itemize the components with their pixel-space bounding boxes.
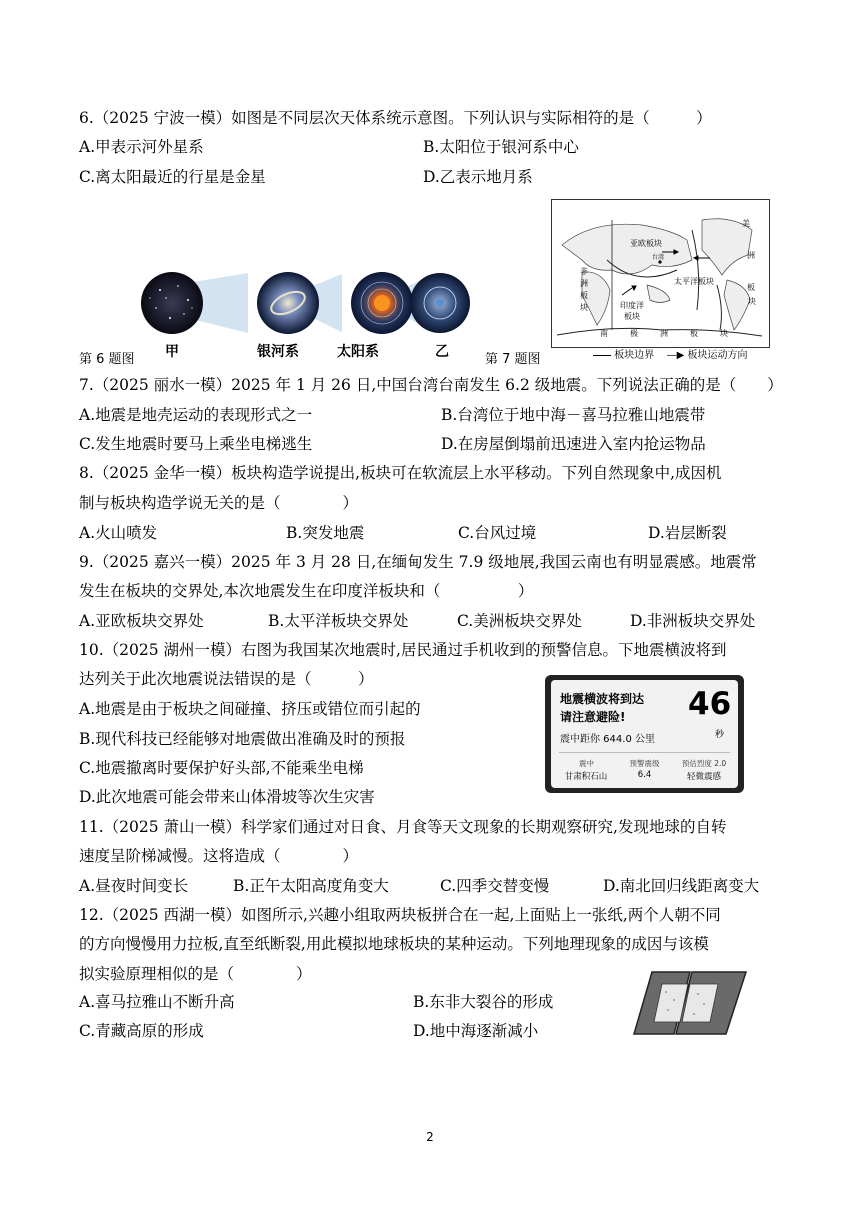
q9-stem-line2: 发生在板块的交界处,本次地震发生在印度洋板块和（ ） xyxy=(79,582,534,600)
alert-distance: 震中距你 644.0 公里 xyxy=(560,734,655,745)
label-indian-plate-2: 板块 xyxy=(624,312,640,321)
alert-col1-value: 甘肃积石山 xyxy=(564,772,608,782)
q10-option-d: D.此次地震可能会带来山体滑坡等次生灾害 xyxy=(79,788,375,806)
alert-countdown: 46 xyxy=(688,686,732,722)
q12-stem-line3: 拟实验原理相似的是（ ） xyxy=(79,965,312,983)
q6-option-b: B.太阳位于银河系中心 xyxy=(423,138,579,156)
q10-option-c: C.地震撤离时要保护好头部,不能乘坐电梯 xyxy=(79,759,364,777)
q12-option-b: B.东非大裂谷的形成 xyxy=(413,993,554,1011)
page-number: 2 xyxy=(426,1130,434,1144)
q7-stem: 7.（2025 丽水一模）2025 年 1 月 26 日,中国台湾台南发生 6.2 级地震。下列说法正确的是（ ） xyxy=(79,376,783,394)
q11-option-c: C.四季交替变慢 xyxy=(440,877,550,895)
label-antarctic-3: 洲 xyxy=(660,329,668,338)
q7-option-a: A.地震是地壳运动的表现形式之一 xyxy=(79,406,313,424)
alert-title-2: 请注意避险! xyxy=(560,710,626,724)
q10-option-a: A.地震是由于板块之间碰撞、挤压或错位而引起的 xyxy=(79,700,421,718)
label-america-3: 板 xyxy=(747,283,755,292)
alert-col3-value: 轻微震感 xyxy=(686,772,721,782)
q8-option-d: D.岩层断裂 xyxy=(648,524,727,542)
label-antarctic-5: 块 xyxy=(720,329,728,338)
label-america-2: 洲 xyxy=(747,251,755,260)
q8-option-b: B.突发地震 xyxy=(286,524,365,542)
label-jia: 甲 xyxy=(165,344,179,360)
label-eurasian-plate: 亚欧板块 xyxy=(630,239,662,248)
q12-option-a: A.喜马拉雅山不断升高 xyxy=(79,993,235,1011)
q7-option-c: C.发生地震时要马上乘坐电梯逃生 xyxy=(79,435,313,453)
label-solar-system: 太阳系 xyxy=(337,344,379,360)
q12-stem-line2: 的方向慢慢用力拉板,直至纸断裂,用此模拟地球板块的某种运动。下列地理现象的成因与该模 xyxy=(79,935,709,953)
q8-stem-line1: 8.（2025 金华一模）板块构造学说提出,板块可在软流层上水平移动。下列自然现象中,成因机 xyxy=(79,464,722,482)
q12-option-d: D.地中海逐渐减小 xyxy=(413,1022,539,1040)
q9-option-c: C.美洲板块交界处 xyxy=(457,612,582,630)
alert-col3-head: 预估烈度 2.0 xyxy=(681,759,727,768)
q9-option-d: D.非洲板块交界处 xyxy=(630,612,756,630)
label-antarctic-2: 极 xyxy=(630,329,638,338)
q11-stem-line1: 11.（2025 萧山一模）科学家们通过对日食、月食等天文现象的长期观察研究,发现地球的自转 xyxy=(79,818,727,836)
plate-pulling-experiment-figure xyxy=(630,966,748,1038)
universe-circle-jia xyxy=(141,272,203,334)
plate-map xyxy=(551,199,770,348)
q11-option-a: A.昼夜时间变长 xyxy=(79,877,189,895)
label-antarctic-1: 南 xyxy=(600,329,608,338)
label-america-1: 美 xyxy=(742,219,750,228)
label-antarctic-4: 板 xyxy=(690,329,698,338)
figure-7-caption: 第 7 题图 xyxy=(485,352,541,367)
alert-col2-value: 6.4 xyxy=(637,770,652,780)
celestial-systems-figure xyxy=(130,268,480,363)
q9-option-b: B.太平洋板块交界处 xyxy=(268,612,409,630)
label-america-4: 块 xyxy=(748,297,756,306)
alert-seconds-unit: 秒 xyxy=(715,730,725,740)
q8-option-a: A.火山喷发 xyxy=(79,524,158,542)
label-africa-3: 板 xyxy=(580,291,588,300)
q6-stem: 6.（2025 宁波一模）如图是不同层次天体系统示意图。下列认识与实际相符的是（ ） xyxy=(79,109,712,127)
label-africa-4: 块 xyxy=(580,303,588,312)
label-pacific-plate: 太平洋板块 xyxy=(674,277,714,286)
legend-arrow-icon: —▶ xyxy=(666,350,685,361)
label-africa-1: 非 xyxy=(580,267,588,276)
q8-option-c: C.台风过境 xyxy=(458,524,537,542)
alert-col2-head: 预警震级 xyxy=(629,759,660,768)
alert-col1-head: 震中 xyxy=(579,759,594,768)
alert-title-1: 地震横波将到达 xyxy=(560,692,645,706)
q10-stem-line1: 10.（2025 湖州一模）右图为我国某次地震时,居民通过手机收到的预警信息。下地震横波将到 xyxy=(79,641,727,659)
q11-stem-line2: 速度呈阶梯减慢。这将造成（ ） xyxy=(79,847,359,865)
label-africa-2: 洲 xyxy=(580,279,588,288)
label-taiwan: 台湾 xyxy=(652,254,665,261)
map-legend xyxy=(593,346,747,361)
q11-option-d: D.南北回归线距离变大 xyxy=(603,877,760,895)
label-indian-plate-1: 印度洋 xyxy=(620,301,644,310)
q10-option-b: B.现代科技已经能够对地震做出准确及时的预报 xyxy=(79,730,406,748)
q6-option-d: D.乙表示地月系 xyxy=(423,168,533,186)
legend-plate-boundary: 板块边界 xyxy=(614,350,655,361)
galaxy-circle xyxy=(257,272,319,334)
q6-option-c: C.离太阳最近的行星是金星 xyxy=(79,168,266,186)
q10-stem-line2: 达列关于此次地震说法错误的是（ ） xyxy=(79,670,374,688)
figure-6-caption: 第 6 题图 xyxy=(79,352,135,367)
q12-stem-line1: 12.（2025 西湖一模）如图所示,兴趣小组取两块板拼合在一起,上面贴上一张纸,两个人朝不同 xyxy=(79,906,721,924)
legend-plate-motion: 板块运动方向 xyxy=(687,350,748,361)
q8-stem-line2: 制与板块构造学说无关的是（ ） xyxy=(79,494,359,512)
label-galaxy: 银河系 xyxy=(257,344,299,360)
label-yi: 乙 xyxy=(435,344,449,360)
q12-option-c: C.青藏高原的形成 xyxy=(79,1022,204,1040)
q6-option-a: A.甲表示河外星系 xyxy=(79,138,204,156)
q11-option-b: B.正午太阳高度角变大 xyxy=(233,877,389,895)
q9-stem-line1: 9.（2025 嘉兴一模）2025 年 3 月 28 日,在缅甸发生 7.9 级地展,我国云南也有明显震感。地震常 xyxy=(79,553,757,571)
q9-option-a: A.亚欧板块交界处 xyxy=(79,612,204,630)
earthquake-alert-screenshot xyxy=(545,675,744,793)
q7-option-b: B.台湾位于地中海－喜马拉雅山地震带 xyxy=(441,406,706,424)
q7-option-d: D.在房屋倒塌前迅速进入室内抢运物品 xyxy=(441,435,706,453)
